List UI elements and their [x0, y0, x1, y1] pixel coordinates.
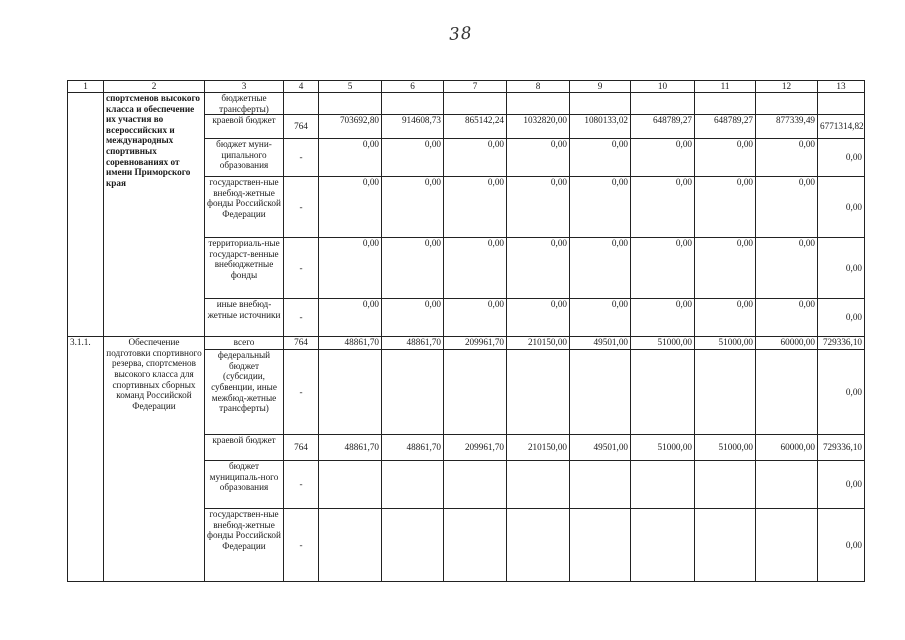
total-cell: 0,00 — [818, 299, 865, 337]
column-header: 10 — [631, 81, 695, 93]
code-cell: 764 — [284, 337, 319, 350]
value-cell: 0,00 — [570, 299, 631, 337]
value-cell: 48861,70 — [382, 337, 444, 350]
column-header: 9 — [570, 81, 631, 93]
value-cell: 0,00 — [507, 139, 570, 177]
value-cell: 0,00 — [756, 238, 818, 299]
activity-description: Обеспечение подготовки спортивного резерва, спортсменов высокого класса для спортивных сборных команд Российской Федерации — [104, 337, 205, 582]
column-header: 12 — [756, 81, 818, 93]
value-cell: 0,00 — [756, 139, 818, 177]
value-cell: 0,00 — [444, 238, 507, 299]
value-cell: 0,00 — [319, 177, 382, 238]
code-cell: 764 — [284, 115, 319, 139]
value-cell: 51000,00 — [695, 435, 756, 461]
value-cell: 51000,00 — [695, 337, 756, 350]
value-cell: 0,00 — [382, 238, 444, 299]
value-cell: 0,00 — [695, 177, 756, 238]
value-cell: 209961,70 — [444, 435, 507, 461]
value-cell: 60000,00 — [756, 435, 818, 461]
total-cell: 0,00 — [818, 461, 865, 509]
column-header: 6 — [382, 81, 444, 93]
value-cell: 865142,24 — [444, 115, 507, 139]
total-cell: 6771314,82 — [818, 115, 865, 139]
value-cell: 0,00 — [319, 299, 382, 337]
code-cell: - — [284, 350, 319, 435]
value-cell: 0,00 — [570, 139, 631, 177]
value-cell: 648789,27 — [631, 115, 695, 139]
value-cell: 60000,00 — [756, 337, 818, 350]
value-cell: 1032820,00 — [507, 115, 570, 139]
total-cell: 729336,10 — [818, 435, 865, 461]
funding-source: иные внебюд-жетные источники — [205, 299, 284, 337]
code-cell: 764 — [284, 435, 319, 461]
value-cell: 914608,73 — [382, 115, 444, 139]
value-cell: 209961,70 — [444, 337, 507, 350]
value-cell: 0,00 — [631, 299, 695, 337]
value-cell: 0,00 — [382, 177, 444, 238]
column-header: 11 — [695, 81, 756, 93]
total-cell: 0,00 — [818, 509, 865, 582]
value-cell: 51000,00 — [631, 337, 695, 350]
funding-source: бюджет муни-ципального образования — [205, 139, 284, 177]
value-cell: 0,00 — [631, 177, 695, 238]
funding-source: бюджет муниципаль-ного образования — [205, 461, 284, 509]
column-header: 3 — [205, 81, 284, 93]
funding-source: федеральный бюджет (субсидии, субвенции, иные межбюд-жетные трансферты) — [205, 350, 284, 435]
value-cell: 1080133,02 — [570, 115, 631, 139]
value-cell: 48861,70 — [319, 435, 382, 461]
total-cell: 0,00 — [818, 350, 865, 435]
value-cell: 0,00 — [507, 299, 570, 337]
total-cell: 0,00 — [818, 177, 865, 238]
value-cell: 0,00 — [444, 299, 507, 337]
code-cell: - — [284, 238, 319, 299]
code-cell: - — [284, 509, 319, 582]
value-cell: 48861,70 — [382, 435, 444, 461]
funding-source: бюджетные трансферты) — [205, 93, 284, 115]
value-cell: 49501,00 — [570, 435, 631, 461]
funding-source: всего — [205, 337, 284, 350]
value-cell: 0,00 — [319, 139, 382, 177]
table-row — [68, 337, 865, 350]
value-cell: 877339,49 — [756, 115, 818, 139]
total-cell: 0,00 — [818, 139, 865, 177]
page-number: 38 — [448, 23, 474, 46]
value-cell: 48861,70 — [319, 337, 382, 350]
value-cell: 0,00 — [756, 299, 818, 337]
value-cell: 0,00 — [382, 299, 444, 337]
column-header: 8 — [507, 81, 570, 93]
value-cell: 648789,27 — [695, 115, 756, 139]
column-header: 5 — [319, 81, 382, 93]
value-cell: 51000,00 — [631, 435, 695, 461]
value-cell: 210150,00 — [507, 435, 570, 461]
code-cell: - — [284, 461, 319, 509]
value-cell: 0,00 — [570, 177, 631, 238]
funding-source: государствен-ные внебюд-жетные фонды Российской Федерации — [205, 509, 284, 582]
value-cell: 703692,80 — [319, 115, 382, 139]
value-cell: 0,00 — [631, 139, 695, 177]
value-cell: 0,00 — [382, 139, 444, 177]
value-cell: 0,00 — [444, 177, 507, 238]
value-cell: 49501,00 — [570, 337, 631, 350]
row-number-cell — [68, 93, 104, 337]
value-cell: 0,00 — [507, 177, 570, 238]
code-cell: - — [284, 139, 319, 177]
total-cell: 729336,10 — [818, 337, 865, 350]
funding-source: краевой бюджет — [205, 435, 284, 461]
code-cell: - — [284, 177, 319, 238]
funding-source: краевой бюджет — [205, 115, 284, 139]
value-cell: 0,00 — [570, 238, 631, 299]
column-number-row — [68, 81, 865, 93]
budget-table — [67, 80, 865, 582]
value-cell: 0,00 — [756, 177, 818, 238]
table-row — [68, 93, 865, 115]
value-cell: 0,00 — [319, 238, 382, 299]
value-cell: 0,00 — [631, 238, 695, 299]
value-cell: 210150,00 — [507, 337, 570, 350]
activity-description: спортсменов высокого класса и обеспечение их участия во всероссийских и международных спортивных соревнованиях от имени Приморского края — [104, 93, 205, 337]
column-header: 4 — [284, 81, 319, 93]
code-cell — [284, 93, 319, 115]
column-header: 1 — [68, 81, 104, 93]
column-header: 13 — [818, 81, 865, 93]
code-cell: - — [284, 299, 319, 337]
column-header: 7 — [444, 81, 507, 93]
total-cell: 0,00 — [818, 238, 865, 299]
funding-source: государствен-ные внебюд-жетные фонды Российской Федерации — [205, 177, 284, 238]
row-number-cell: 3.1.1. — [68, 337, 104, 582]
value-cell: 0,00 — [695, 299, 756, 337]
value-cell: 0,00 — [695, 139, 756, 177]
value-cell: 0,00 — [695, 238, 756, 299]
value-cell: 0,00 — [507, 238, 570, 299]
column-header: 2 — [104, 81, 205, 93]
value-cell: 0,00 — [444, 139, 507, 177]
funding-source: территориаль-ные государст-венные внебюджетные фонды — [205, 238, 284, 299]
